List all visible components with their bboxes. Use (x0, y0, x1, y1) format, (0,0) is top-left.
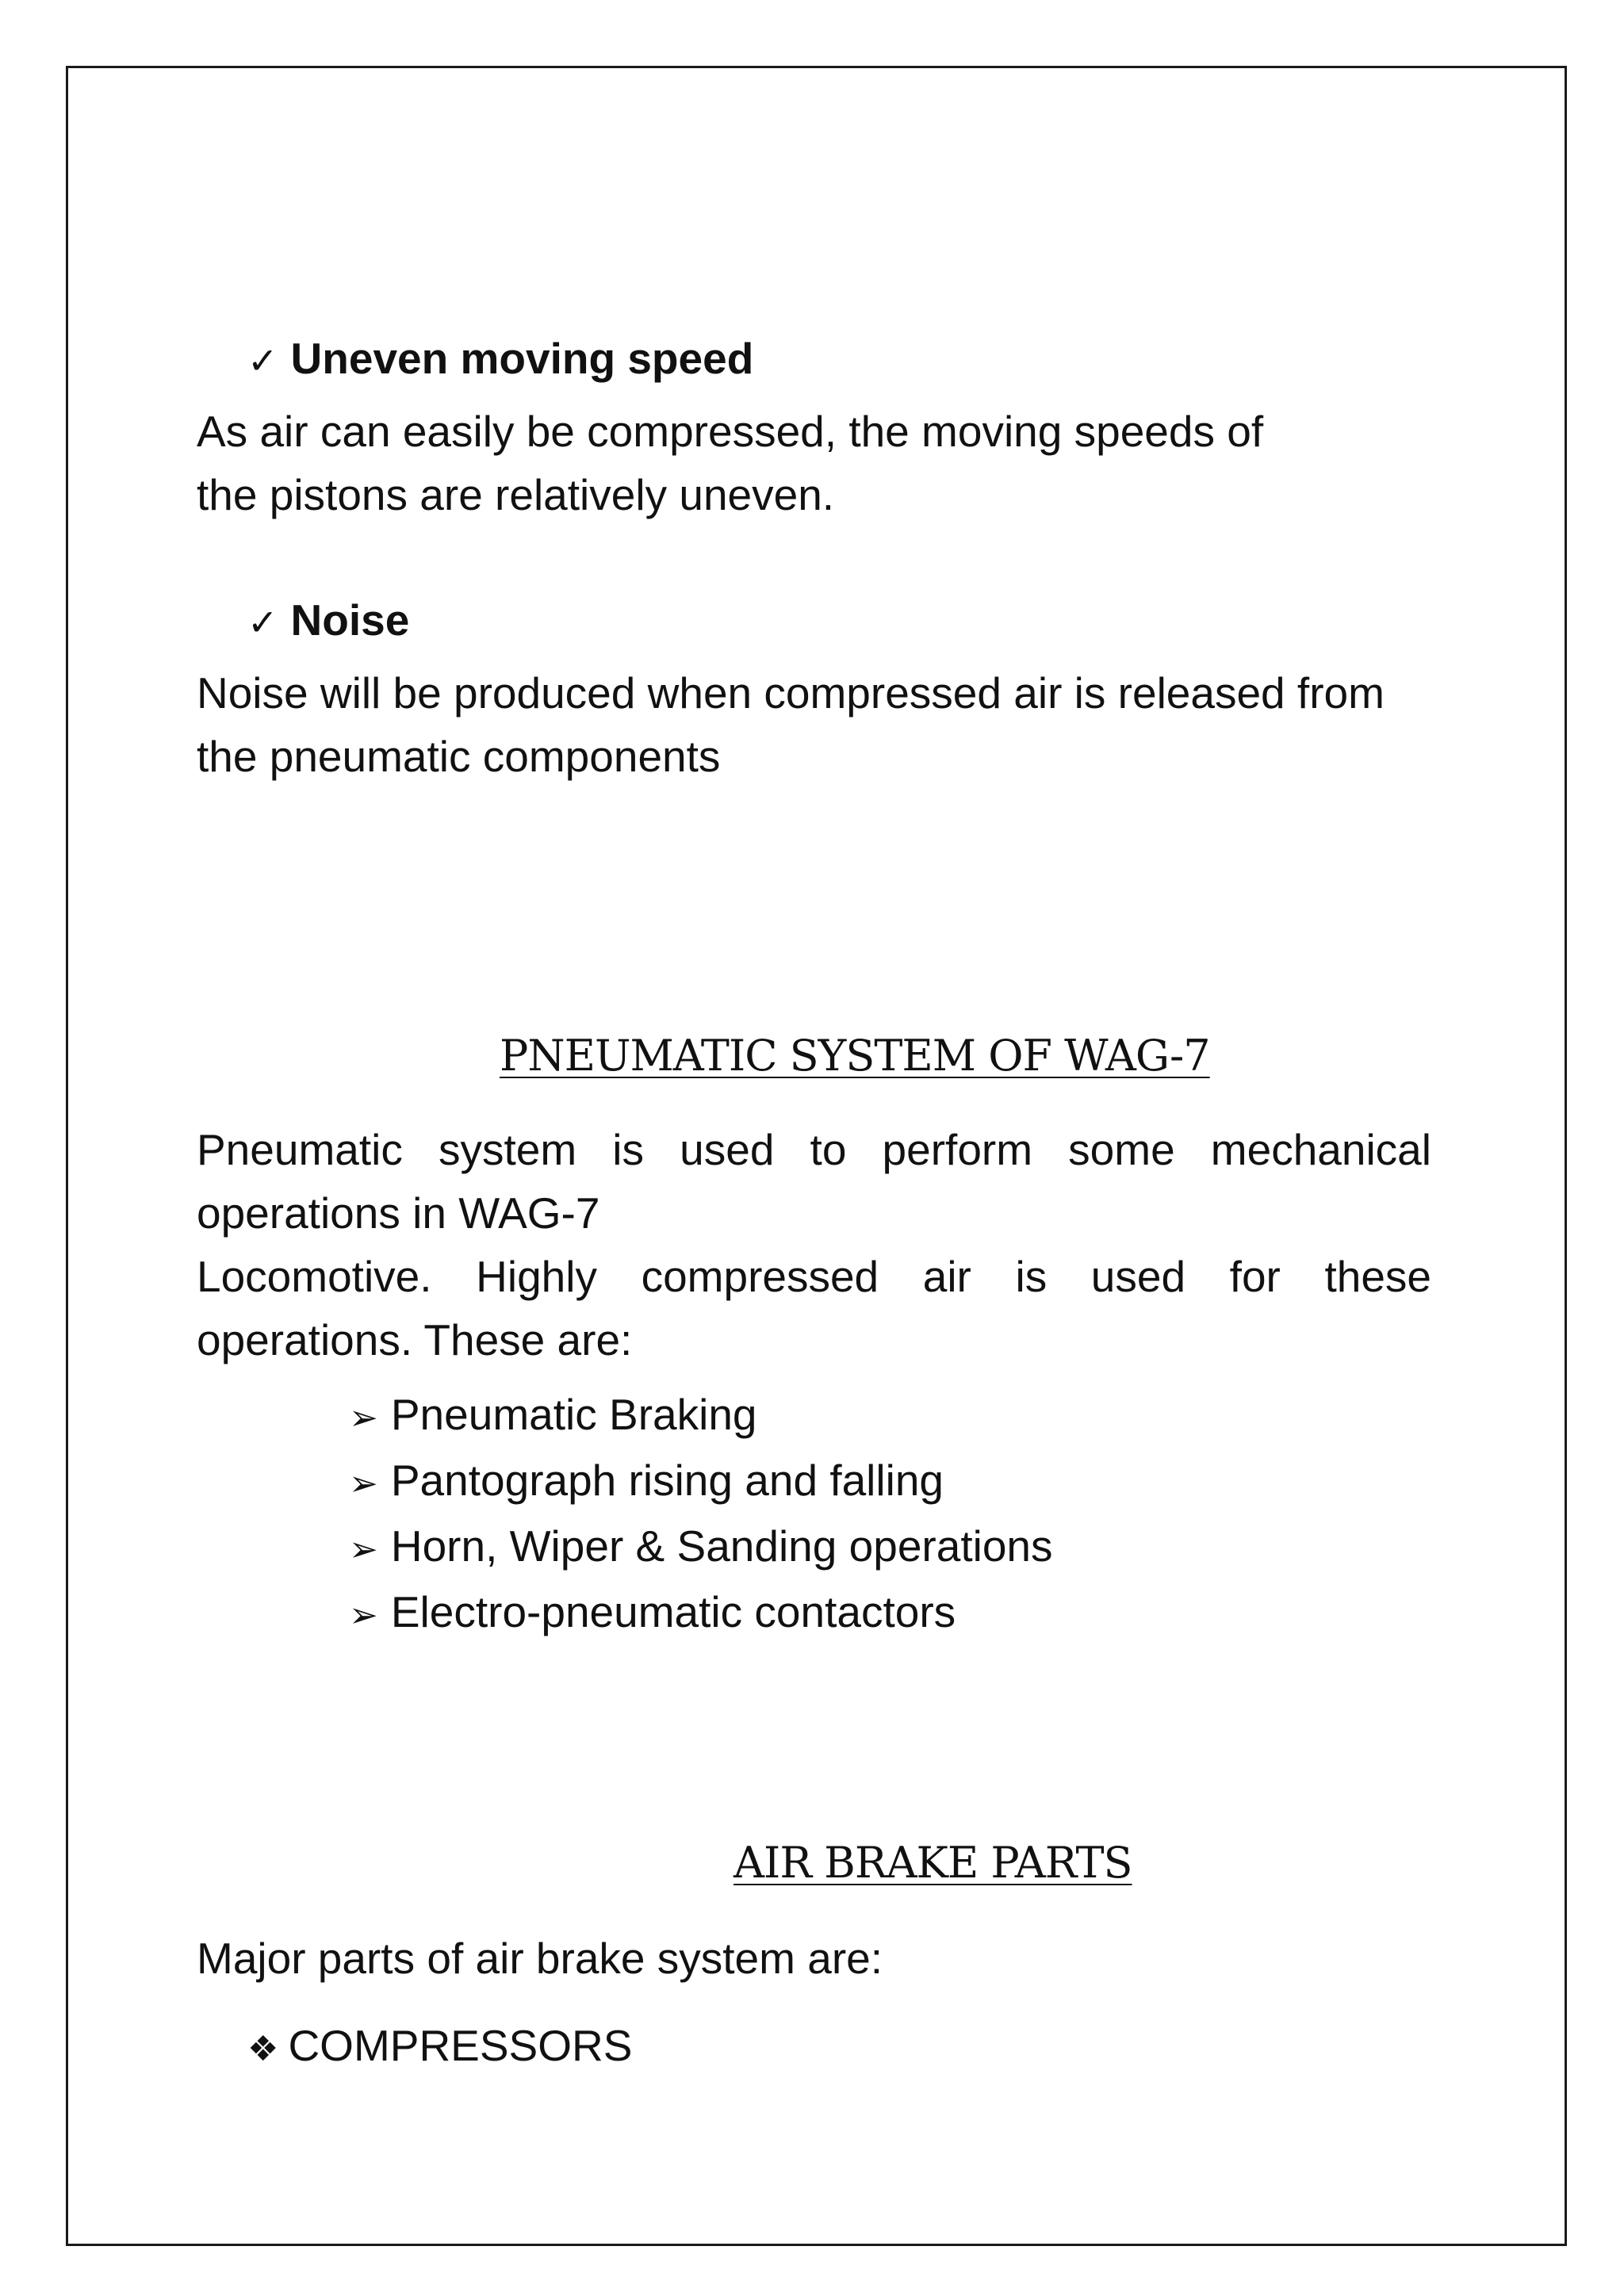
check-icon: ✓ (247, 339, 278, 382)
uneven-speed-line-2: the pistons are relatively uneven. (197, 470, 835, 519)
noise-heading: Noise (290, 595, 410, 645)
operations-list (349, 1383, 1053, 1647)
paragraph-line-4: operations. These are: (197, 1315, 633, 1364)
pneumatic-system-heading: PNEUMATIC SYSTEM OF WAG-7 (500, 1031, 1210, 1081)
section-noise-title (247, 588, 409, 654)
air-brake-intro: Major parts of air brake system are: (197, 1934, 883, 1983)
list-item: ➢ Pneumatic Braking (349, 1390, 757, 1439)
list-item: ➢ Electro-pneumatic contactors (349, 1587, 956, 1636)
list-item: ➢ Horn, Wiper & Sanding operations (349, 1521, 1053, 1571)
parts-list-item (247, 2014, 632, 2081)
pneumatic-paragraph (197, 1118, 1431, 1372)
list-item: ➢ Pantograph rising and falling (349, 1456, 944, 1505)
diamond-bullet-icon: ❖ (247, 2029, 279, 2069)
compressors-label: COMPRESSORS (288, 2021, 633, 2070)
air-brake-parts-heading: AIR BRAKE PARTS (733, 1838, 1132, 1888)
arrow-bullet-icon: ➢ (349, 1464, 378, 1504)
section-uneven-speed-title (247, 327, 753, 392)
arrow-bullet-icon: ➢ (349, 1398, 378, 1438)
paragraph-line-2: operations in WAG-7 (197, 1188, 600, 1238)
noise-line-2: the pneumatic components (197, 732, 721, 781)
paragraph-line-3: Locomotive. Highly compressed air is used for these (197, 1252, 1431, 1301)
noise-line-1: Noise will be produced when compressed air is released from (197, 668, 1385, 718)
uneven-speed-line-1: As air can easily be compressed, the moving speeds of (197, 407, 1264, 456)
paragraph-line-1: Pneumatic system is used to perform some mechanical (197, 1125, 1431, 1174)
arrow-bullet-icon: ➢ (349, 1595, 378, 1636)
check-icon: ✓ (247, 601, 278, 644)
uneven-speed-heading: Uneven moving speed (290, 334, 754, 383)
arrow-bullet-icon: ➢ (349, 1529, 378, 1570)
